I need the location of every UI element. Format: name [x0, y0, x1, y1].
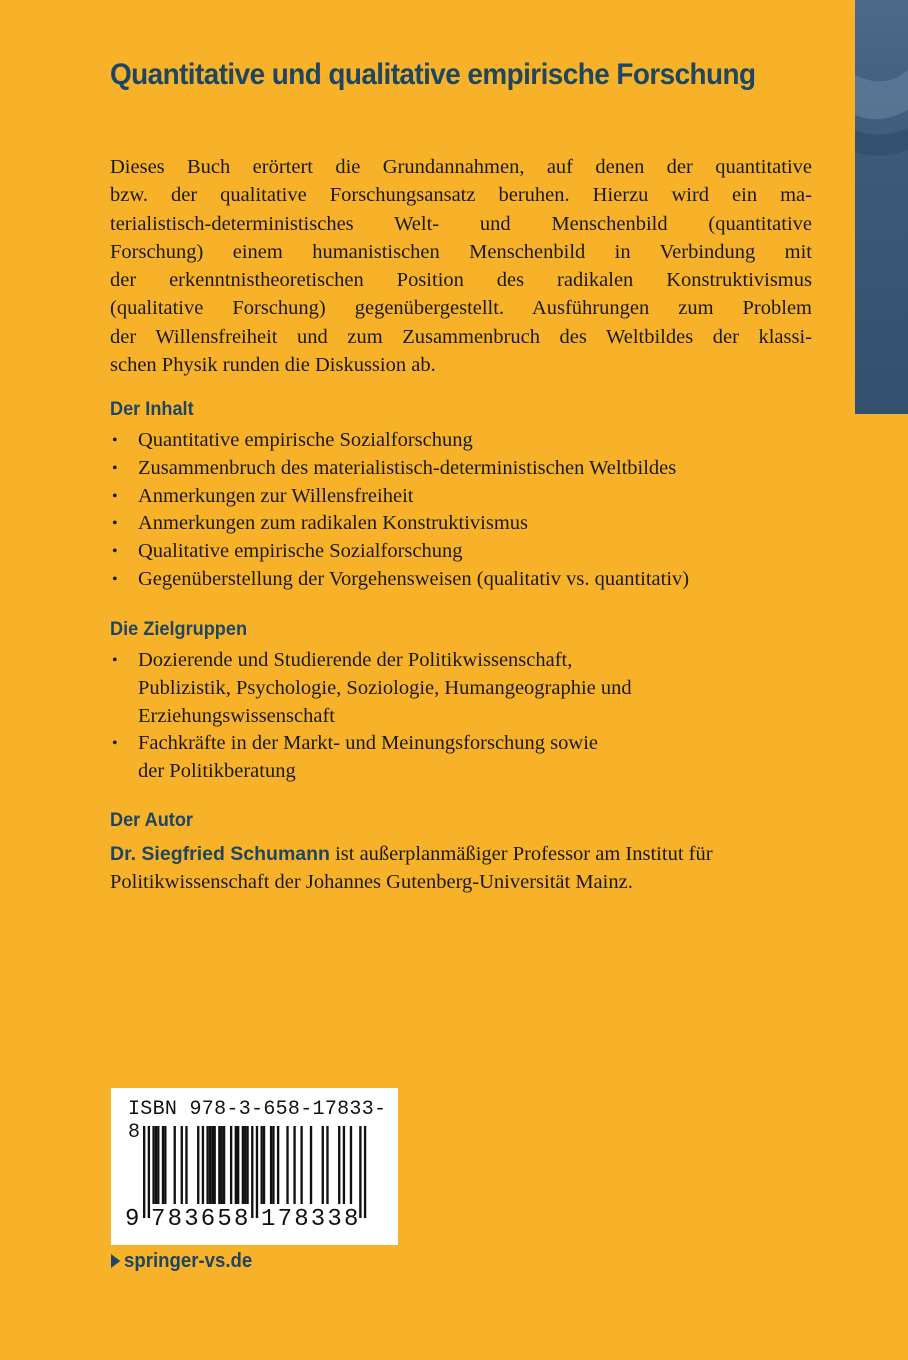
barcode-bar [263, 1126, 265, 1204]
barcode-bar [218, 1126, 220, 1204]
barcode-bar [326, 1126, 328, 1204]
list-item-line: der Politikberatung [138, 760, 296, 783]
barcode-bar [155, 1126, 157, 1204]
list-item: • Anmerkungen zum radikalen Konstruktivismus [110, 510, 810, 538]
barcode-bar [364, 1126, 366, 1218]
list-item: • Anmerkungen zur Willensfreiheit [110, 483, 810, 511]
autor-heading: Der Autor [110, 809, 193, 831]
zielgruppen-list [110, 647, 810, 786]
barcode-bar [214, 1126, 216, 1204]
barcode-bar [185, 1126, 187, 1204]
barcode-bar [322, 1126, 324, 1204]
barcode-bar [197, 1126, 199, 1204]
book-title: Quantitative und qualitative empirische Forschung [110, 58, 756, 91]
ean-first-digit: 9 [125, 1206, 140, 1233]
barcode-bar [223, 1126, 225, 1204]
list-item-line: • Dozierende und Studierende der Politikwissenschaft, [138, 649, 573, 671]
list-item-line: • Fachkräfte in der Markt- und Meinungsforschung sowie [138, 732, 598, 755]
description-line: bzw. der qualitative Forschungsansatz beruhen. Hierzu wird ein ma- [110, 184, 812, 207]
description-line: Dieses Buch erörtert die Grundannahmen, auf denen der quantitative [110, 156, 812, 178]
author-name: Dr. Siegfried Schumann [110, 843, 330, 865]
barcode-bar [181, 1126, 183, 1204]
barcode-bar [152, 1126, 154, 1204]
barcode-bar [343, 1126, 345, 1204]
book-description [110, 153, 812, 379]
barcode-bar [359, 1126, 361, 1218]
description-line: (qualitative Forschung) gegenübergestellt. Ausführungen zum Problem [110, 297, 812, 320]
list-item: • Qualitative empirische Sozialforschung [110, 538, 810, 566]
barcode-bar [162, 1126, 164, 1204]
barcode-bar [242, 1126, 244, 1204]
barcode-bar [246, 1126, 248, 1204]
barcode-bar [211, 1126, 213, 1204]
description-line: schen Physik runden die Diskussion ab. [110, 354, 436, 377]
barcode-bar [293, 1126, 295, 1204]
list-item-line: Publizistik, Psychologie, Soziologie, Humangeographie und [138, 676, 632, 699]
arrow-icon [111, 1254, 120, 1268]
barcode-bar [251, 1126, 253, 1218]
barcode-bar [202, 1126, 204, 1204]
barcode-bar [230, 1126, 232, 1204]
description-line: Forschung) einem humanistischen Menschenbild in Verbindung mit [110, 240, 812, 263]
author-text: ist außerplanmäßiger Professor am Institut für [329, 843, 713, 865]
author-bio [110, 840, 812, 897]
list-item-line: Erziehungswissenschaft [138, 704, 335, 727]
spine-band [855, 0, 908, 414]
barcode-bar [237, 1126, 239, 1204]
description-line: terialistisch-deterministisches Welt- und Menschenbild (quantitative [110, 212, 812, 235]
barcode-bar [300, 1126, 302, 1204]
barcode-bar [244, 1126, 246, 1204]
description-line: der Willensfreiheit und zum Zusammenbruch des Weltbildes der klassi- [110, 325, 812, 348]
inhalt-heading: Der Inhalt [110, 398, 194, 420]
barcode-bar [157, 1126, 159, 1204]
barcode-bar [261, 1126, 263, 1204]
ean-right-digits: 178338 [261, 1206, 361, 1233]
isbn-label: ISBN 978-3-658-17833-8 [128, 1098, 387, 1144]
author-text: Politikwissenschaft der Johannes Gutenberg-Universität Mainz. [110, 871, 633, 894]
barcode-bar [164, 1126, 166, 1204]
list-item: • Zusammenbruch des materialistisch-deterministischen Weltbildes [110, 455, 810, 483]
ean-left-digits: 783658 [151, 1206, 251, 1233]
barcode-bar [174, 1126, 176, 1204]
spine-decoration [855, 0, 908, 414]
website-link[interactable] [111, 1250, 252, 1273]
barcode-bar [221, 1126, 223, 1204]
barcode-bar [235, 1126, 237, 1204]
zielgruppen-heading: Die Zielgruppen [110, 618, 248, 640]
description-line: der erkenntnistheoretischen Position des radikalen Konstruktivismus [110, 269, 812, 292]
list-item [110, 730, 810, 786]
list-item: • Quantitative empirische Sozialforschung [110, 427, 810, 455]
barcode-bar [277, 1126, 279, 1204]
list-item: • Gegenüberstellung der Vorgehensweisen (qualitativ vs. quantitativ) [110, 566, 810, 594]
barcode-bar [256, 1126, 258, 1218]
list-item [110, 647, 810, 730]
barcode-bar [148, 1126, 150, 1218]
barcode-bar [270, 1126, 272, 1204]
barcode-bar [143, 1126, 145, 1218]
inhalt-list [110, 427, 810, 594]
barcode-bar [350, 1126, 352, 1204]
website-text: springer-vs.de [124, 1250, 253, 1272]
isbn-barcode [111, 1088, 398, 1245]
barcode-bar [272, 1126, 274, 1204]
barcode-bar [310, 1126, 312, 1204]
barcode-bar [209, 1126, 211, 1204]
barcode-bar [338, 1126, 340, 1204]
barcode-bar [206, 1126, 208, 1204]
barcode-bar [286, 1126, 288, 1204]
